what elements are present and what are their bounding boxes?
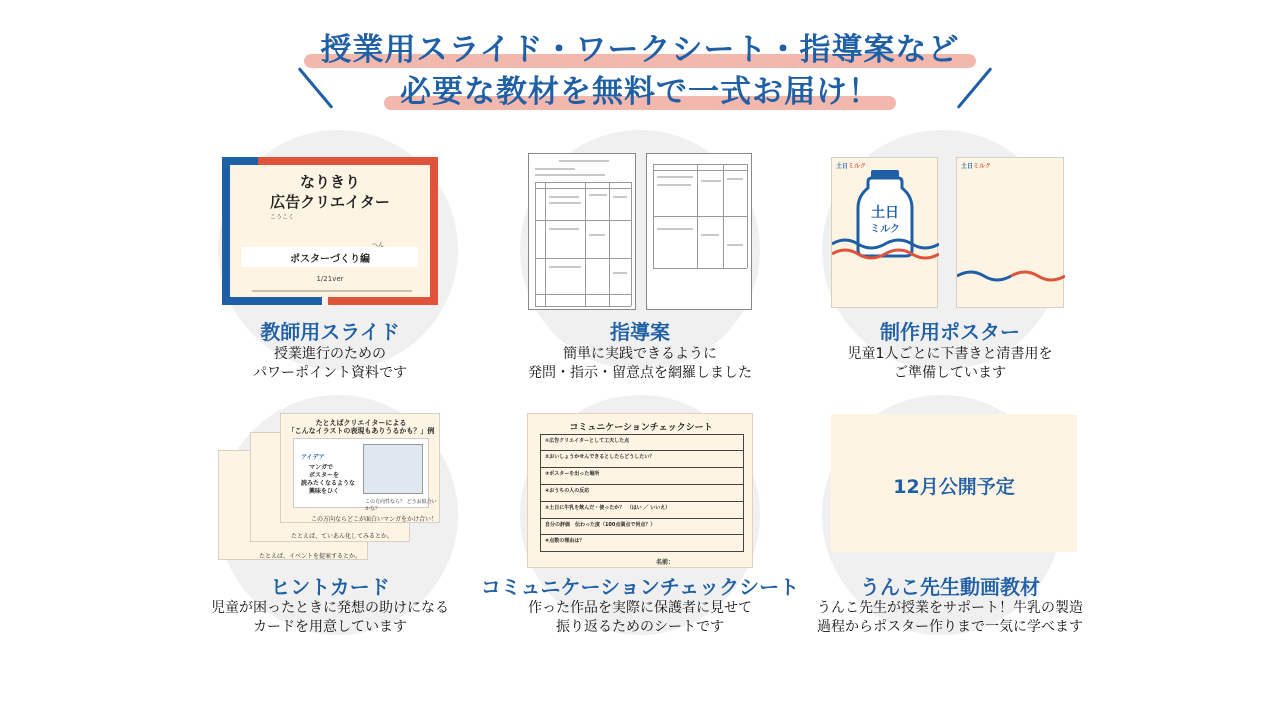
video-coming-soon-box [831,414,1077,552]
card-desc-lesson-plan-1: 簡単に実践できるように [563,346,717,362]
video-coming-soon-label: 12月公開予定 [893,476,1015,498]
manga-illustration [363,444,423,494]
card-desc-teacher-slide-2: パワーポイント資料です [253,365,407,381]
card-desc-video-2: 過程からポスター作りまで一気に学べます [817,619,1083,635]
card-desc-lesson-plan-2: 発問・指示・留意点を網羅しました [528,365,752,381]
slide-ruby: こうこく [270,214,295,221]
card-title-teacher-slide: 教師用スライド [260,320,400,344]
teacher-slide-thumbnail [222,157,438,305]
lesson-plan-page-1 [528,153,636,310]
slide-title-line-1: なりきり [299,173,360,191]
card-desc-poster-1: 児童1人ごとに下書きと清書用を [847,346,1053,362]
card-desc-check-sheet-1: 作った作品を実際に保護者に見せて [528,600,752,616]
card-desc-check-sheet-2: 振り返るためのシートです [556,619,724,635]
card-title-lesson-plan: 指導案 [610,320,670,344]
hint-card-back-1: たとえば、ていあん化してみるとか。 [250,432,410,542]
hint-card-front: たとえばクリエイターによる 「こんなイラストの表現もありうるかも？」例 アイデア マンガで ポスターを 読みたくなるような 興味をひく この方向性なら？ どうお似合いかな？ この方向ならどこが面白いマンガをかけ合い！ [280,413,440,523]
card-desc-hint-card-2: カードを用意しています [253,619,407,635]
card-desc-hint-card-1: 児童が困ったときに発想の助けになる [211,600,449,616]
slide-title-line-2: 広告クリエイター [270,193,390,211]
lesson-plan-page-2 [646,153,752,310]
wave-decoration [957,158,1065,309]
slide-ruby-2: へん [372,242,385,249]
check-sheet-thumbnail: コミュニケーションチェックシート ①広告クリエイターとして工夫した点 ②おいしょうかせんできるとしたらどうしたい？ ③ポスターを出った場所 ④おうちの人の反応 ⑤土日に牛乳を飲んだ・使ったか？ （はい ／ いいえ） 自分の評価 伝わった度（100点満点で何点？） ⑥点数の理由は？ 名前： [527,413,753,568]
poster-draft-thumbnail: 土日ミルク 土日 ミルク [831,157,938,308]
card-title-check-sheet: コミュニケーションチェックシート [480,575,800,599]
card-desc-teacher-slide-1: 授業進行のための [274,346,386,362]
card-title-video: うんこ先生動画教材 [860,575,1040,599]
headline-line-1: 授業用スライド・ワークシート・指導案など [320,30,959,70]
card-desc-poster-2: ご準備しています [894,365,1006,381]
slide-subtitle: ポスターづくり編 [290,254,370,265]
poster-final-thumbnail: 土日ミルク [956,157,1064,308]
hint-card-back-2: たとえば、イベントを提案するとか。 [218,450,368,560]
headline-line-2: 必要な教材を無料で一式お届け！ [400,72,880,112]
card-title-hint-card: ヒントカード [270,575,390,599]
card-desc-video-1: うんこ先生が授業をサポート！牛乳の製造 [817,600,1083,616]
slide-version: 1/21ver [316,275,344,283]
card-title-poster: 制作用ポスター [880,320,1020,344]
